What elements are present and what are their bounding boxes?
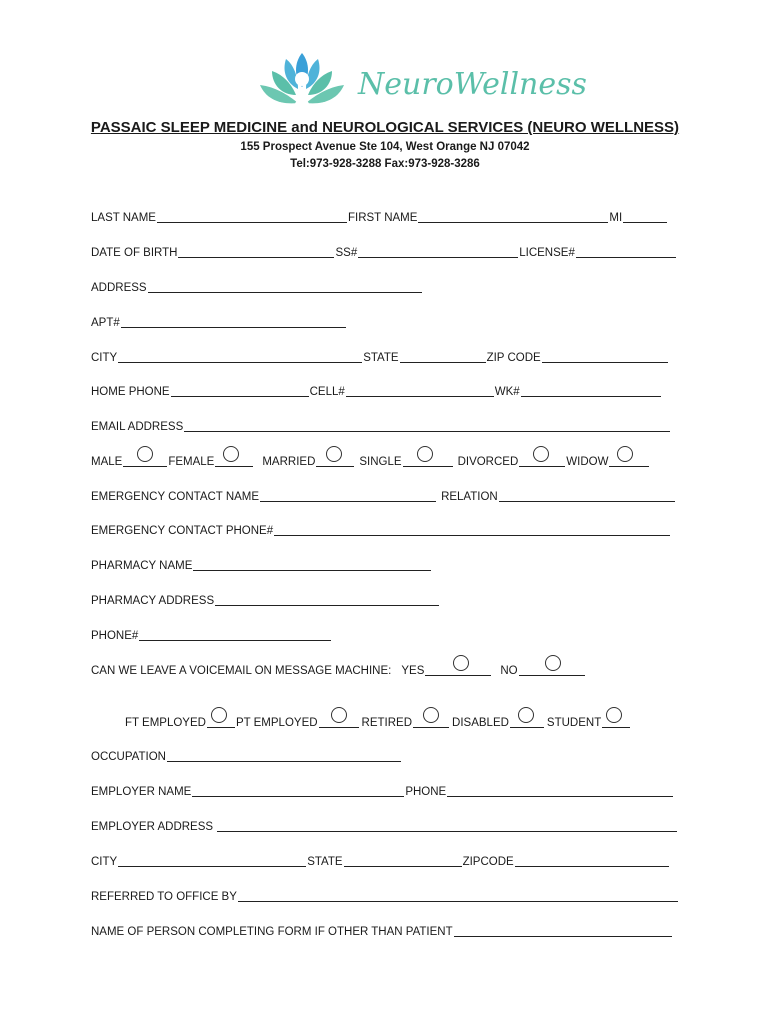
address-field[interactable]: [148, 280, 422, 293]
dob-row: [91, 243, 677, 259]
married-label: MARRIED: [262, 456, 316, 468]
no-label: NO: [500, 665, 518, 677]
employer-address-row: [91, 817, 678, 833]
home-phone-label: HOME PHONE: [91, 386, 170, 398]
disabled-label: DISABLED: [452, 717, 509, 729]
widow-label: WIDOW: [566, 456, 609, 468]
email-row: [91, 417, 671, 433]
last-name-label: LAST NAME: [91, 212, 156, 224]
student-option[interactable]: [602, 715, 630, 728]
employer-zip-label: ZIPCODE: [462, 856, 514, 868]
divorced-option[interactable]: [519, 454, 565, 467]
apt-field[interactable]: [121, 315, 346, 328]
employer-city-field[interactable]: [118, 854, 306, 867]
completing-person-label: NAME OF PERSON COMPLETING FORM IF OTHER THAN PATIENT: [91, 926, 453, 938]
state-field[interactable]: [400, 350, 486, 363]
practice-contact: Tel:973-928-3288 Fax:973-928-3286: [290, 158, 480, 170]
completing-person-row: [91, 922, 673, 938]
employer-phone-label: PHONE: [405, 786, 447, 798]
completing-person-field[interactable]: [454, 924, 672, 937]
referred-row: [91, 887, 679, 903]
emergency-name-field[interactable]: [260, 489, 436, 502]
emergency-phone-label: EMERGENCY CONTACT PHONE#: [91, 525, 274, 537]
voicemail-yes-option[interactable]: [425, 663, 491, 676]
state-label: STATE: [363, 352, 399, 364]
cell-label: CELL#: [309, 386, 345, 398]
single-option[interactable]: [403, 454, 453, 467]
single-label: SINGLE: [359, 456, 402, 468]
occupation-label: OCCUPATION: [91, 751, 166, 763]
pharmacy-name-row: [91, 556, 432, 572]
employer-city-row: [91, 852, 670, 868]
employer-address-field[interactable]: [217, 819, 677, 832]
phone-label: PHONE#: [91, 630, 139, 642]
dob-label: DATE OF BIRTH: [91, 247, 178, 259]
cell-field[interactable]: [346, 384, 494, 397]
city-row: [91, 348, 669, 364]
wk-field[interactable]: [521, 384, 661, 397]
license-label: LICENSE#: [519, 247, 575, 259]
retired-label: RETIRED: [361, 717, 413, 729]
city-label: CITY: [91, 352, 118, 364]
employer-name-label: EMPLOYER NAME: [91, 786, 192, 798]
phone-row: [91, 382, 662, 398]
address-row: [91, 278, 423, 294]
employer-city-label: CITY: [91, 856, 118, 868]
relation-field[interactable]: [499, 489, 675, 502]
logo-text: NeuroWellness: [358, 67, 587, 102]
zip-field[interactable]: [542, 350, 668, 363]
male-option[interactable]: [123, 454, 167, 467]
mi-label: MI: [609, 212, 623, 224]
employer-state-label: STATE: [307, 856, 343, 868]
emergency-phone-row: [91, 521, 671, 537]
voicemail-no-option[interactable]: [519, 663, 585, 676]
pt-employed-option[interactable]: [319, 715, 359, 728]
pharmacy-name-field[interactable]: [193, 558, 431, 571]
home-phone-field[interactable]: [171, 384, 309, 397]
referred-by-field[interactable]: [238, 889, 678, 902]
gender-marital-row: [91, 452, 650, 468]
employment-row: [125, 713, 631, 729]
male-label: MALE: [91, 456, 123, 468]
phone-field[interactable]: [139, 628, 331, 641]
ft-employed-label: FT EMPLOYED: [125, 717, 206, 729]
divorced-label: DIVORCED: [457, 456, 519, 468]
city-field[interactable]: [118, 350, 362, 363]
emergency-name-label: EMERGENCY CONTACT NAME: [91, 491, 260, 503]
lotus-icon: [258, 45, 358, 115]
yes-label: YES: [401, 665, 425, 677]
apt-label: APT#: [91, 317, 120, 329]
email-label: EMAIL ADDRESS: [91, 421, 184, 433]
voicemail-label: CAN WE LEAVE A VOICEMAIL ON MESSAGE MACHINE:: [91, 665, 392, 677]
pt-employed-label: PT EMPLOYED: [235, 717, 318, 729]
wk-label: WK#: [494, 386, 520, 398]
married-option[interactable]: [316, 454, 354, 467]
widow-option[interactable]: [609, 454, 649, 467]
last-name-field[interactable]: [157, 210, 347, 223]
employer-state-field[interactable]: [344, 854, 462, 867]
pharmacy-name-label: PHARMACY NAME: [91, 560, 193, 572]
apt-row: [91, 313, 347, 329]
retired-option[interactable]: [413, 715, 449, 728]
pharmacy-address-row: [91, 591, 440, 607]
pharmacy-address-label: PHARMACY ADDRESS: [91, 595, 215, 607]
pharmacy-address-field[interactable]: [215, 593, 439, 606]
dob-field[interactable]: [178, 245, 334, 258]
voicemail-row: [91, 661, 586, 677]
ft-employed-option[interactable]: [207, 715, 235, 728]
employer-name-row: [91, 782, 674, 798]
employer-address-label: EMPLOYER ADDRESS: [91, 821, 214, 833]
license-field[interactable]: [576, 245, 676, 258]
practice-title: PASSAIC SLEEP MEDICINE and NEUROLOGICAL SERVICES (NEURO WELLNESS): [90, 119, 680, 136]
pharmacy-phone-row: [91, 626, 332, 642]
female-label: FEMALE: [168, 456, 215, 468]
student-label: STUDENT: [546, 717, 602, 729]
occupation-field[interactable]: [167, 749, 401, 762]
female-option[interactable]: [215, 454, 253, 467]
practice-address: 155 Prospect Avenue Ste 104, West Orange NJ 07042: [240, 141, 530, 153]
emergency-name-row: [91, 487, 676, 503]
employer-zip-field[interactable]: [515, 854, 669, 867]
disabled-option[interactable]: [510, 715, 544, 728]
name-row: [91, 208, 668, 224]
referred-by-label: REFERRED TO OFFICE BY: [91, 891, 237, 903]
occupation-row: [91, 747, 402, 763]
first-name-label: FIRST NAME: [347, 212, 418, 224]
first-name-field[interactable]: [418, 210, 608, 223]
employer-name-field[interactable]: [192, 784, 404, 797]
address-label: ADDRESS: [91, 282, 147, 294]
relation-label: RELATION: [441, 491, 498, 503]
emergency-phone-field[interactable]: [274, 523, 670, 536]
neuro-wellness-logo: [258, 45, 587, 115]
employer-phone-field[interactable]: [447, 784, 673, 797]
zip-label: ZIP CODE: [486, 352, 541, 364]
ss-field[interactable]: [358, 245, 518, 258]
ss-label: SS#: [335, 247, 358, 259]
email-field[interactable]: [184, 419, 670, 432]
mi-field[interactable]: [623, 210, 667, 223]
